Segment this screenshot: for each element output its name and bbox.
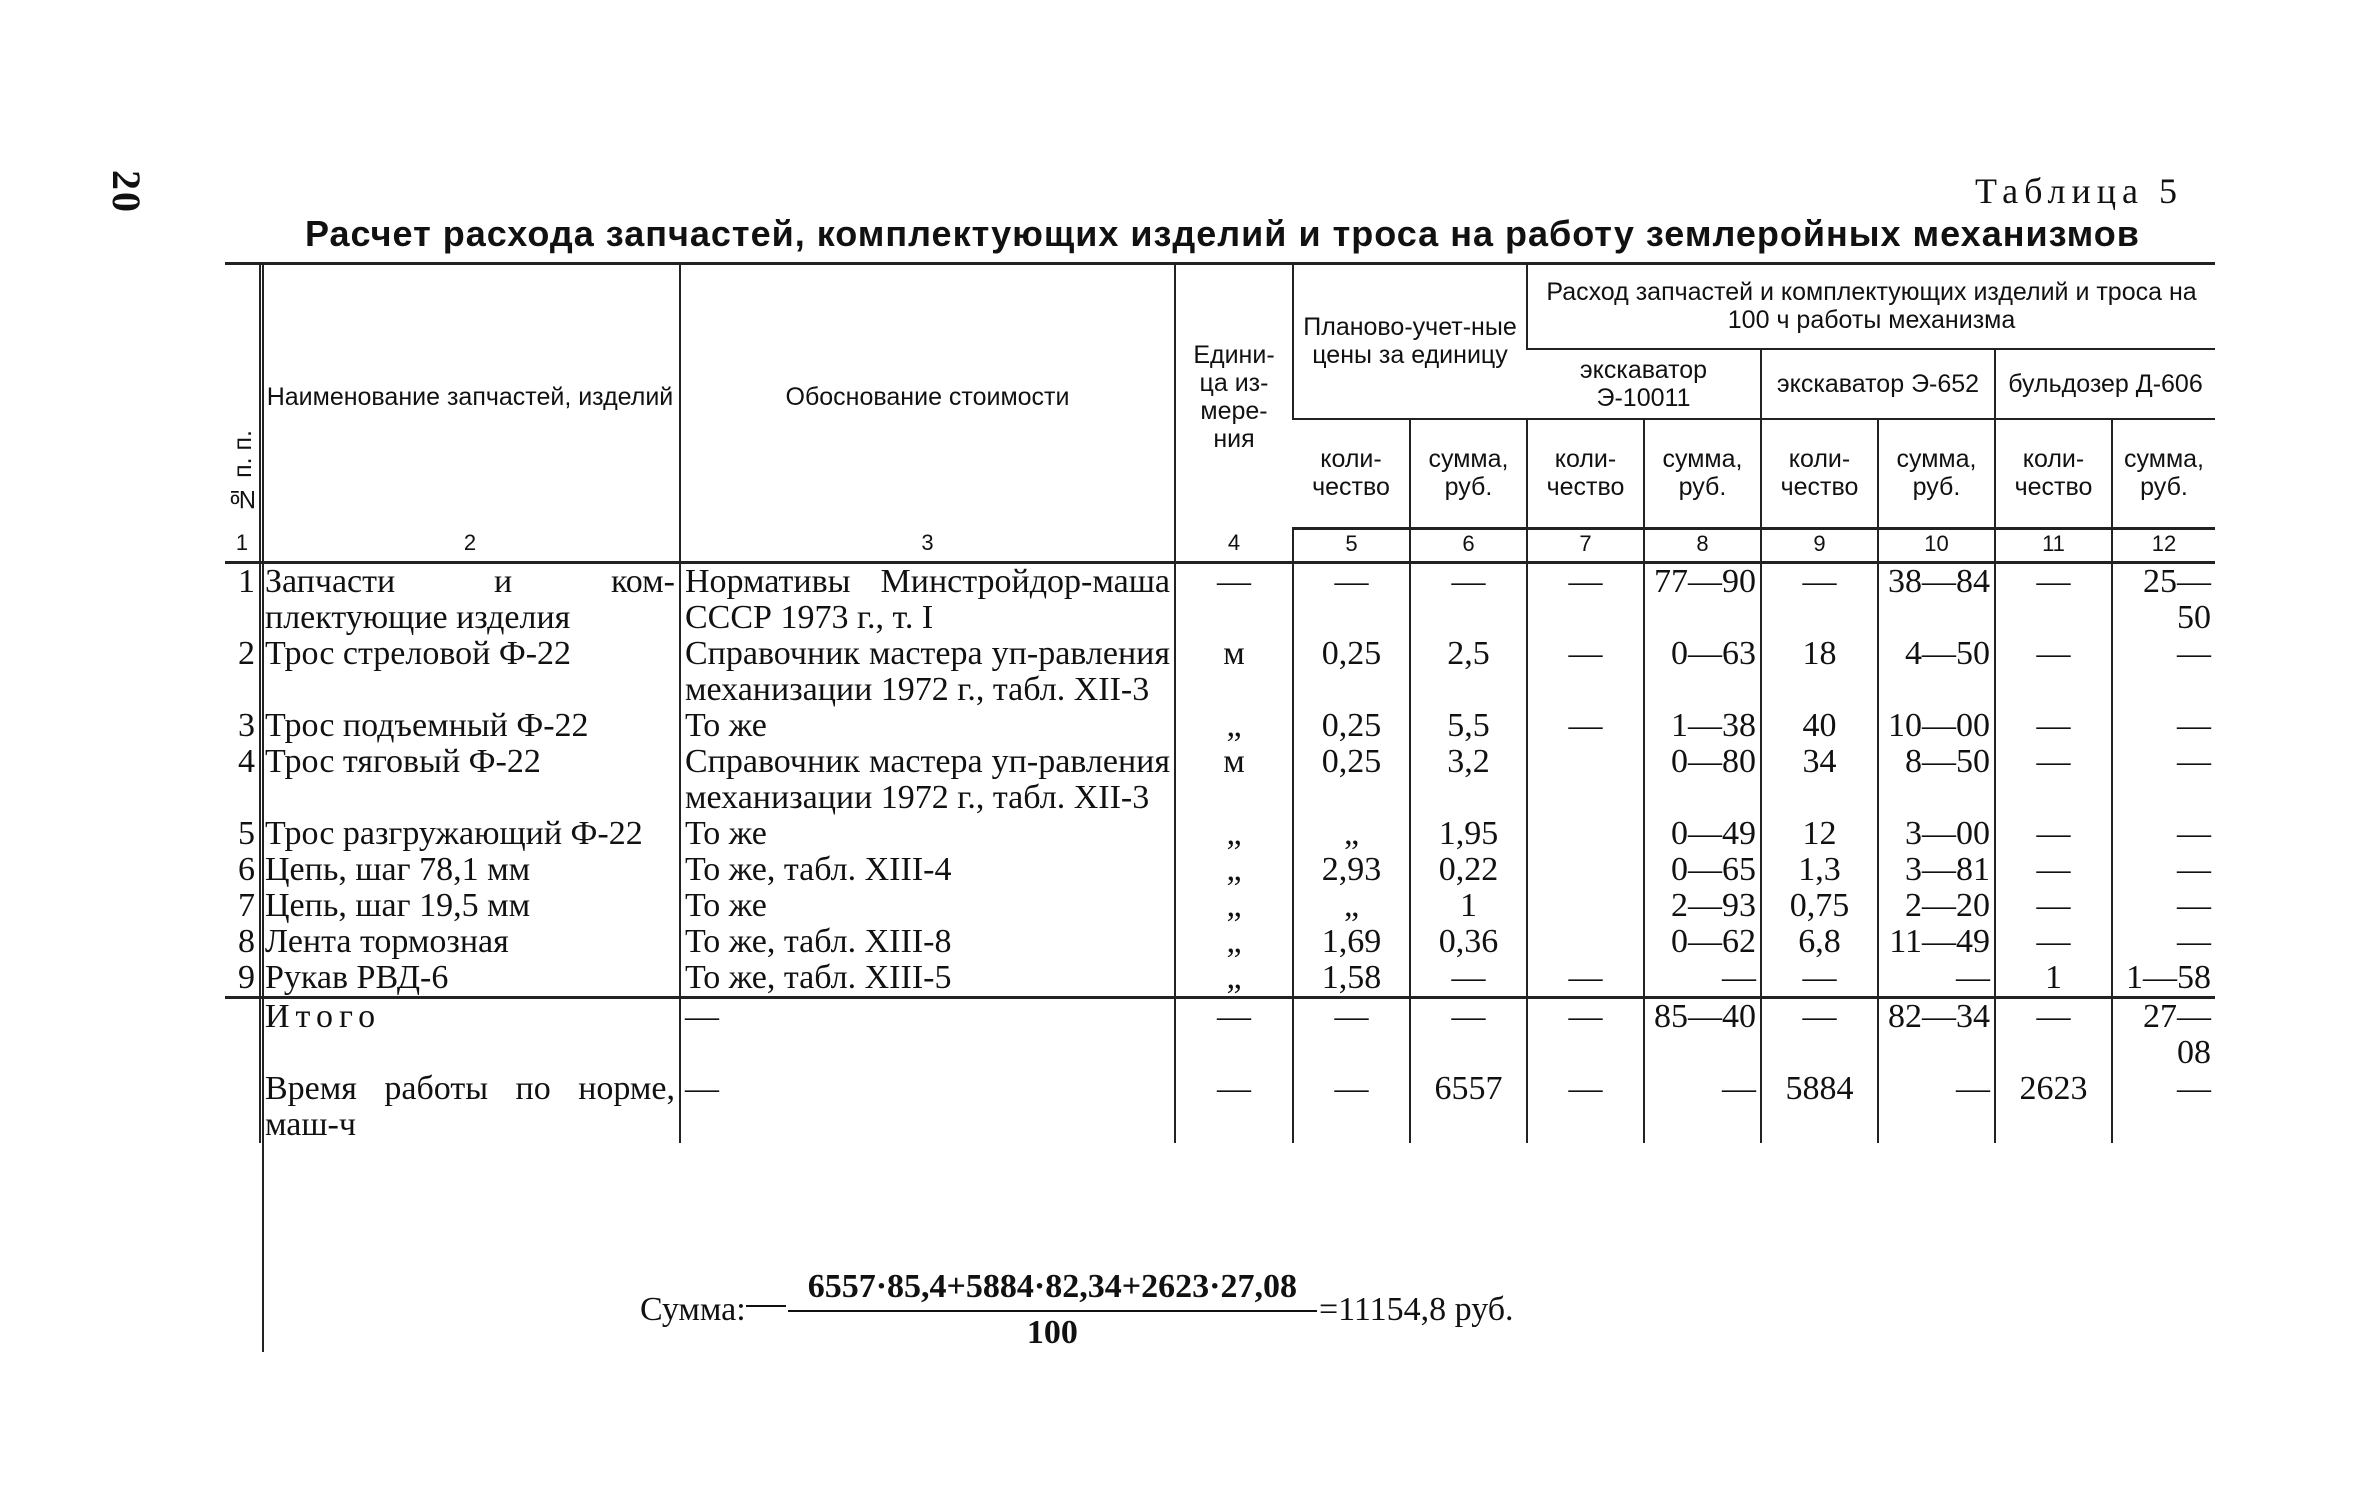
unit-cell: „ (1175, 960, 1293, 998)
row-number: 8 (238, 923, 255, 960)
excavator-652-sum: 82—34 (1878, 998, 1995, 1072)
bulldozer-606-sum: 1—58 (2112, 960, 2215, 998)
excavator-652-qty: — (1761, 563, 1878, 637)
plan-price-qty: 1,58 (1293, 960, 1410, 998)
cost-basis: То же (680, 888, 1175, 924)
plan-price-qty: — (1293, 998, 1410, 1072)
column-number: 3 (680, 529, 1175, 563)
row-number: 9 (238, 959, 255, 996)
bulldozer-606-qty: — (1995, 816, 2112, 852)
part-name: Время работы по норме, маш-ч (260, 1071, 680, 1143)
plan-price-sum: 3,2 (1410, 744, 1527, 816)
column-number: 7 (1527, 529, 1644, 563)
plan-price-qty: 1,69 (1293, 924, 1410, 960)
bulldozer-606-sum: — (2112, 888, 2215, 924)
table-row (225, 636, 2215, 708)
part-name: Итого (260, 998, 680, 1072)
header-machine-excavator-10011: экскаватор Э-10011 (1527, 349, 1761, 419)
excavator-652-sum: 3—81 (1878, 852, 1995, 888)
fraction-lead-line (746, 1305, 786, 1307)
table-row (225, 960, 2215, 998)
header-qty: коли-чество (1761, 419, 1878, 529)
bulldozer-606-sum: — (2112, 744, 2215, 816)
formula-result: =11154,8 руб. (1318, 1291, 1514, 1328)
row-number (225, 998, 260, 1072)
plan-price-qty: 0,25 (1293, 636, 1410, 708)
sum-formula (640, 1268, 1514, 1352)
header-consumption: Расход запчастей и комплектующих изделий и троса на 100 ч работы механизма (1527, 264, 2215, 349)
formula-label: Сумма: (640, 1291, 746, 1328)
plan-price-sum: 1 (1410, 888, 1527, 924)
excavator-10011-sum: — (1644, 1071, 1761, 1143)
plan-price-sum: — (1410, 960, 1527, 998)
header-sum: сумма, руб. (1410, 419, 1527, 529)
header-num: № п. п. (229, 429, 257, 513)
part-name: Цепь, шаг 19,5 мм (260, 888, 680, 924)
row-number: 5 (238, 815, 255, 852)
row-number: 2 (238, 635, 255, 672)
bulldozer-606-qty: — (1995, 563, 2112, 637)
excavator-652-sum: — (1878, 960, 1995, 998)
header-qty: коли-чество (1293, 419, 1410, 529)
excavator-10011-qty: — (1527, 636, 1644, 708)
excavator-652-sum: 38—84 (1878, 563, 1995, 637)
header-sum: сумма, руб. (1644, 419, 1761, 529)
plan-price-sum: 2,5 (1410, 636, 1527, 708)
header-plan-prices: Планово-учет-ные цены за единицу (1293, 264, 1527, 419)
excavator-652-qty: — (1761, 998, 1878, 1072)
excavator-10011-sum: — (1644, 960, 1761, 998)
formula-numerator: 6557·85,4+5884·82,34+2623·27,08 (788, 1268, 1317, 1312)
unit-cell: „ (1175, 708, 1293, 744)
plan-price-sum: 0,22 (1410, 852, 1527, 888)
bulldozer-606-qty: — (1995, 998, 2112, 1072)
excavator-10011-qty: — (1527, 563, 1644, 637)
header-num-cell (225, 264, 260, 529)
bulldozer-606-qty: — (1995, 888, 2112, 924)
page-number: 20 (104, 170, 149, 214)
excavator-10011-sum: 0—62 (1644, 924, 1761, 960)
header-sum: сумма, руб. (2112, 419, 2215, 529)
row-number: 4 (238, 743, 255, 780)
header-machine-bulldozer-606: бульдозер Д-606 (1995, 349, 2215, 419)
excavator-10011-sum: 2—93 (1644, 888, 1761, 924)
excavator-10011-sum: 77—90 (1644, 563, 1761, 637)
excavator-652-sum: 3—00 (1878, 816, 1995, 852)
part-name: Цепь, шаг 78,1 мм (260, 852, 680, 888)
excavator-10011-qty: — (1527, 960, 1644, 998)
plan-price-sum: 6557 (1410, 1071, 1527, 1143)
row-number: 1 (238, 563, 255, 600)
bulldozer-606-sum: 27—08 (2112, 998, 2215, 1072)
unit-cell: „ (1175, 924, 1293, 960)
excavator-10011-sum: 1—38 (1644, 708, 1761, 744)
bulldozer-606-sum: — (2112, 1071, 2215, 1143)
bulldozer-606-qty: — (1995, 744, 2112, 816)
table-row (225, 816, 2215, 852)
excavator-10011-qty (1527, 852, 1644, 888)
excavator-652-sum: 2—20 (1878, 888, 1995, 924)
column-number: 9 (1761, 529, 1878, 563)
excavator-10011-sum: 0—80 (1644, 744, 1761, 816)
plan-price-sum: 1,95 (1410, 816, 1527, 852)
unit-cell: м (1175, 744, 1293, 816)
excavator-652-qty: 1,3 (1761, 852, 1878, 888)
plan-price-sum: — (1410, 563, 1527, 637)
total-row (225, 1071, 2215, 1143)
excavator-10011-sum: 0—49 (1644, 816, 1761, 852)
excavator-10011-qty (1527, 744, 1644, 816)
unit-cell: — (1175, 998, 1293, 1072)
row-number: 3 (238, 707, 255, 744)
unit-cell: м (1175, 636, 1293, 708)
cost-basis: То же (680, 708, 1175, 744)
cost-basis: — (680, 998, 1175, 1072)
excavator-652-qty: 34 (1761, 744, 1878, 816)
bulldozer-606-sum: — (2112, 852, 2215, 888)
page-title: Расчет расхода запчастей, комплектующих изделий и троса на работу землеройных механизмов (305, 213, 2140, 254)
header-qty: коли-чество (1995, 419, 2112, 529)
excavator-652-sum: 10—00 (1878, 708, 1995, 744)
formula-denominator: 100 (1026, 1314, 1078, 1351)
bulldozer-606-sum: — (2112, 636, 2215, 708)
plan-price-qty: 2,93 (1293, 852, 1410, 888)
row-number (225, 1071, 260, 1143)
part-name: Трос тяговый Ф-22 (260, 744, 680, 816)
part-name: Рукав РВД-6 (260, 960, 680, 998)
table-row (225, 888, 2215, 924)
excavator-10011-sum: 85—40 (1644, 998, 1761, 1072)
cost-basis: — (680, 1071, 1175, 1143)
bulldozer-606-sum: 25—50 (2112, 563, 2215, 637)
plan-price-sum: 0,36 (1410, 924, 1527, 960)
table-row (225, 708, 2215, 744)
part-name: Трос подъемный Ф-22 (260, 708, 680, 744)
column-number: 5 (1293, 529, 1410, 563)
plan-price-qty: 0,25 (1293, 744, 1410, 816)
bulldozer-606-sum: — (2112, 708, 2215, 744)
plan-price-qty: „ (1293, 888, 1410, 924)
table-label: Таблица 5 (1975, 171, 2183, 211)
column-number: 1 (225, 529, 260, 563)
bulldozer-606-qty: — (1995, 708, 2112, 744)
table-row (225, 924, 2215, 960)
bulldozer-606-sum: — (2112, 924, 2215, 960)
excavator-10011-sum: 0—65 (1644, 852, 1761, 888)
column-number: 11 (1995, 529, 2112, 563)
excavator-652-sum: 4—50 (1878, 636, 1995, 708)
excavator-10011-qty: — (1527, 1071, 1644, 1143)
column-number: 6 (1410, 529, 1527, 563)
unit-cell: „ (1175, 816, 1293, 852)
plan-price-qty: — (1293, 1071, 1410, 1143)
cost-basis: Справочник мастера уп-равления механизации 1972 г., табл. XII-3 (680, 636, 1175, 708)
excavator-652-qty: 18 (1761, 636, 1878, 708)
bulldozer-606-qty: — (1995, 852, 2112, 888)
excavator-652-qty: 0,75 (1761, 888, 1878, 924)
excavator-652-qty: 6,8 (1761, 924, 1878, 960)
plan-price-sum: — (1410, 998, 1527, 1072)
header-sum: сумма, руб. (1878, 419, 1995, 529)
table-row (225, 852, 2215, 888)
cost-basis: То же, табл. XIII-5 (680, 960, 1175, 998)
header-name: Наименование запчастей, изделий (260, 264, 680, 529)
column-number: 10 (1878, 529, 1995, 563)
excavator-652-qty: 12 (1761, 816, 1878, 852)
excavator-652-qty: 40 (1761, 708, 1878, 744)
cost-basis: То же (680, 816, 1175, 852)
unit-cell: „ (1175, 888, 1293, 924)
excavator-652-qty: — (1761, 960, 1878, 998)
column-number: 4 (1175, 529, 1293, 563)
excavator-10011-sum: 0—63 (1644, 636, 1761, 708)
excavator-10011-qty (1527, 924, 1644, 960)
header-machine-excavator-652: экскаватор Э-652 (1761, 349, 1995, 419)
header-basis: Обоснование стоимости (680, 264, 1175, 529)
header-qty: коли-чество (1527, 419, 1644, 529)
bulldozer-606-sum: — (2112, 816, 2215, 852)
table-row (225, 563, 2215, 637)
part-name: Трос стреловой Ф-22 (260, 636, 680, 708)
excavator-652-sum: 8—50 (1878, 744, 1995, 816)
bulldozer-606-qty: — (1995, 924, 2112, 960)
part-name: Трос разгружающий Ф-22 (260, 816, 680, 852)
column-number: 12 (2112, 529, 2215, 563)
plan-price-qty: „ (1293, 816, 1410, 852)
total-row (225, 998, 2215, 1072)
unit-cell: „ (1175, 852, 1293, 888)
excavator-652-sum: — (1878, 1071, 1995, 1143)
cost-basis: То же, табл. XIII-8 (680, 924, 1175, 960)
spare-parts-table (225, 262, 2215, 1143)
unit-cell: — (1175, 1071, 1293, 1143)
bulldozer-606-qty: 1 (1995, 960, 2112, 998)
excavator-10011-qty (1527, 888, 1644, 924)
cost-basis: Справочник мастера уп-равления механизации 1972 г., табл. XII-3 (680, 744, 1175, 816)
bulldozer-606-qty: — (1995, 636, 2112, 708)
part-name: Лента тормозная (260, 924, 680, 960)
excavator-652-sum: 11—49 (1878, 924, 1995, 960)
bulldozer-606-qty: 2623 (1995, 1071, 2112, 1143)
plan-price-qty: — (1293, 563, 1410, 637)
column-number: 8 (1644, 529, 1761, 563)
unit-cell: — (1175, 563, 1293, 637)
excavator-10011-qty: — (1527, 998, 1644, 1072)
excavator-10011-qty (1527, 816, 1644, 852)
cost-basis: Нормативы Минстройдор-маша СССР 1973 г., т. I (680, 563, 1175, 637)
plan-price-qty: 0,25 (1293, 708, 1410, 744)
excavator-652-qty: 5884 (1761, 1071, 1878, 1143)
column-number: 2 (260, 529, 680, 563)
excavator-10011-qty: — (1527, 708, 1644, 744)
plan-price-sum: 5,5 (1410, 708, 1527, 744)
header-unit: Едини-ца из-мере-ния (1175, 264, 1293, 529)
row-number: 7 (238, 887, 255, 924)
table-row (225, 744, 2215, 816)
cost-basis: То же, табл. XIII-4 (680, 852, 1175, 888)
row-number: 6 (238, 851, 255, 888)
formula-fraction (788, 1268, 1317, 1352)
part-name: Запчасти и ком-плектующие изделия (260, 563, 680, 637)
